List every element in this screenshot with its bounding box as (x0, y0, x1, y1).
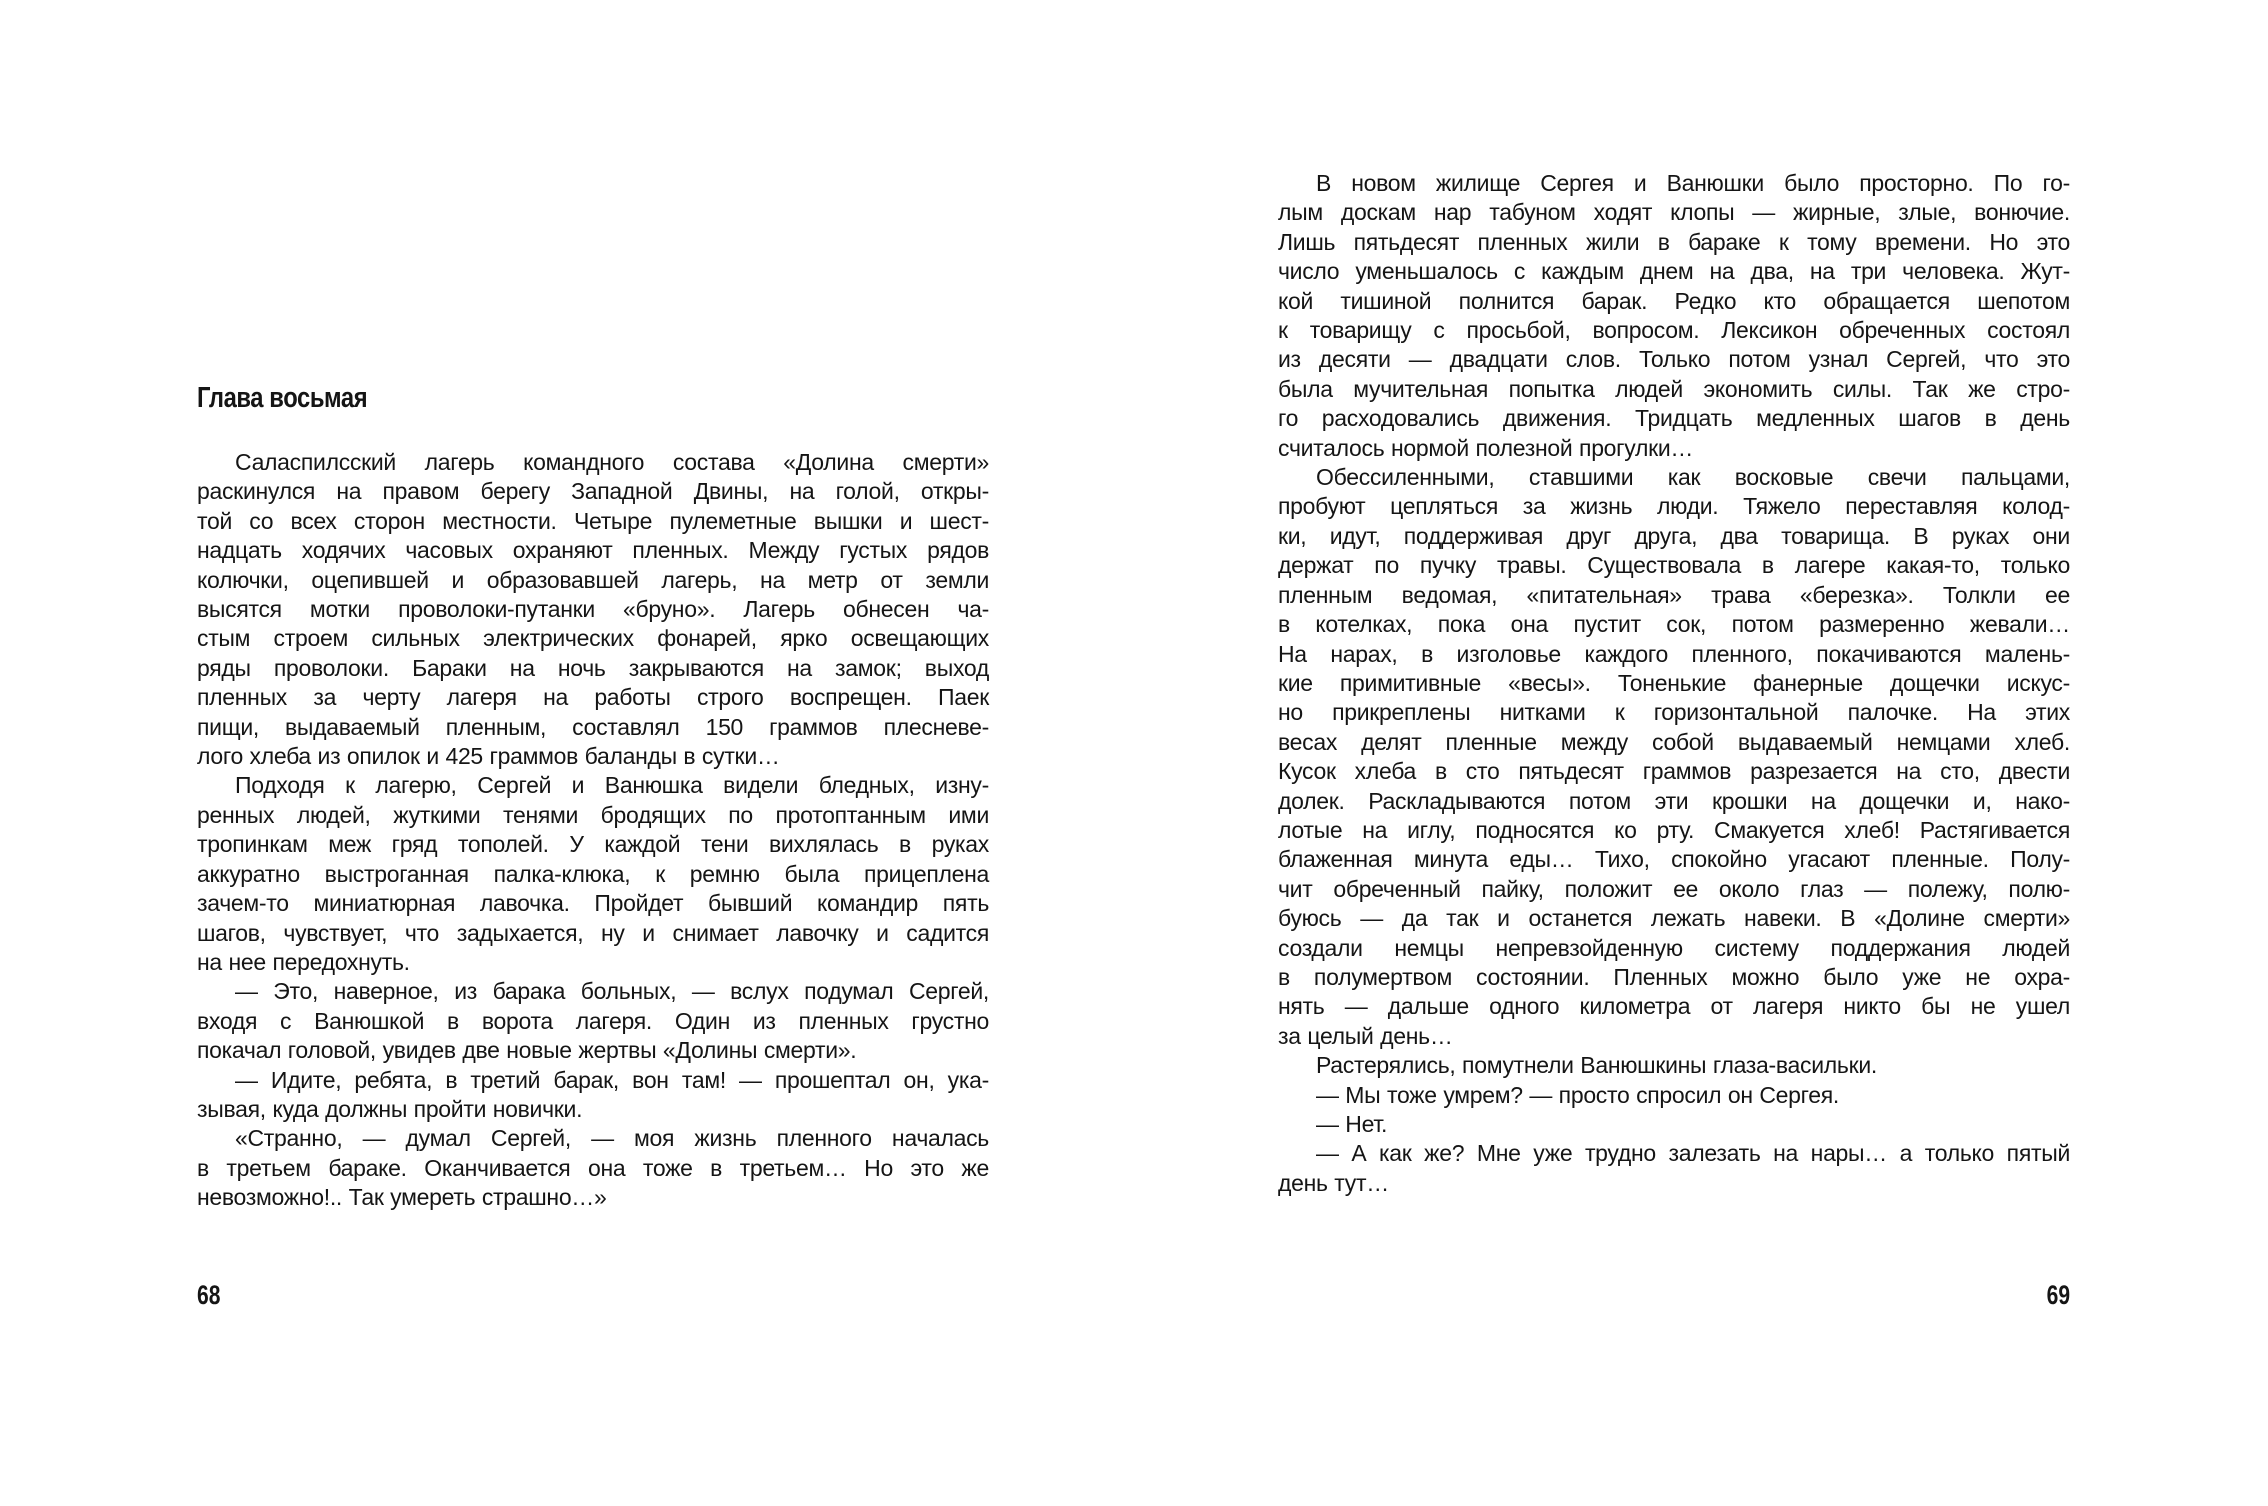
paragraph (197, 771, 989, 977)
text-line: в котелках, пока она пустит сок, потом размеренно жевали… (1278, 611, 2070, 638)
text-line: Саласпилсский лагерь командного состава «Долина смерти» (235, 449, 989, 475)
right-page (1278, 0, 2070, 1506)
text-line: ренных людей, жуткими тенями бродящих по протоптанным ими (197, 801, 989, 828)
text-line: держат по пучку травы. Существовала в лагере какая-то, только (1278, 552, 2070, 579)
text-line: к товарищу с просьбой, вопросом. Лексикон обреченных состоял (1278, 317, 2070, 344)
text-line: создали немцы непревзойденную систему поддержания людей (1278, 934, 2070, 961)
text-line: чит обреченный пайку, положит ее около глаз — полежу, полю- (1278, 875, 2070, 902)
text-line: — Нет. (1316, 1111, 1388, 1137)
text-line: — А как же? Мне уже трудно залезать на нары… а только пятый (1316, 1140, 2070, 1167)
paragraph (1278, 463, 2070, 1051)
text-line: Обессиленными, ставшими как восковые свечи пальцами, (1316, 464, 2070, 491)
paragraph (1278, 1051, 2070, 1080)
text-line: В новом жилище Сергея и Ванюшки было просторно. По го- (1316, 170, 2070, 196)
text-line: — Это, наверное, из барака больных, — вслух подумал Сергей, (235, 978, 989, 1005)
paragraph (197, 1066, 989, 1125)
text-line: ряды проволоки. Бараки на ночь закрываются на замок; выход (197, 654, 989, 681)
text-line: — Мы тоже умрем? — просто спросил он Сергея. (1316, 1081, 1839, 1108)
text-line: Лишь пятьдесят пленных жили в бараке к тому времени. Но это (1278, 228, 2070, 255)
paragraph (1278, 1081, 2070, 1110)
text-line: зывая, куда должны пройти новички. (197, 1095, 583, 1122)
text-line: входя с Ванюшкой в ворота лагеря. Один из пленных грустно (197, 1007, 989, 1034)
page-number-left: 68 (197, 1280, 221, 1310)
text-line: пищи, выдаваемый пленным, составлял 150 граммов плесневе- (197, 713, 989, 740)
text-line: кие примитивные «весы». Тоненькие фанерные дощечки искус- (1278, 669, 2070, 696)
paragraph (1278, 1110, 2070, 1139)
text-line: той со всех сторон местности. Четыре пулеметные вышки и шест- (197, 507, 989, 534)
text-line: пробуют цепляться за жизнь люди. Тяжело переставляя колод- (1278, 493, 2070, 520)
text-line: весах делят пленные между собой выдаваемый немцами хлеб. (1278, 728, 2070, 755)
paragraph (1278, 1139, 2070, 1198)
text-line: в третьем бараке. Оканчивается она тоже в третьем… Но это же (197, 1154, 989, 1181)
text-line: считалось нормой полезной прогулки… (1278, 434, 1694, 461)
text-line: высятся мотки проволоки-путанки «бруно». Лагерь обнесен ча- (197, 596, 989, 623)
chapter-heading: Глава восьмая (197, 382, 368, 414)
text-line: тропинкам меж гряд тополей. У каждой тени вихлялась в руках (197, 831, 989, 858)
paragraph (1278, 169, 2070, 463)
text-line: в полумертвом состоянии. Пленных можно было уже не охра- (1278, 963, 2070, 990)
text-line: но прикреплены нитками к горизонтальной палочке. На этих (1278, 699, 2070, 726)
text-line: зачем-то миниатюрная лавочка. Пройдет бывший командир пять (197, 890, 989, 917)
paragraph (197, 1124, 989, 1212)
text-line: Кусок хлеба в сто пятьдесят граммов разрезается на сто, двести (1278, 758, 2070, 785)
text-line: аккуратно выстроганная палка-клюка, к ремню была прицеплена (197, 860, 989, 887)
text-line: ки, идут, поддерживая друг друга, два товарища. В руках они (1278, 522, 2070, 549)
text-line: буюсь — да так и останется лежать навеки. В «Долине смерти» (1278, 905, 2070, 932)
text-line: — Идите, ребята, в третий барак, вон там! — прошептал он, ука- (235, 1066, 989, 1093)
text-line: невозможно!.. Так умереть страшно…» (197, 1184, 607, 1211)
text-line: стым строем сильных электрических фонарей, ярко освещающих (197, 625, 989, 652)
page-number-right: 69 (2046, 1280, 2070, 1310)
left-page-text (197, 448, 989, 1213)
right-page-text (1278, 169, 2070, 1198)
left-page (197, 0, 989, 1506)
text-line: лотые на иглу, подносятся ко рту. Смакуется хлеб! Растягивается (1278, 816, 2070, 843)
text-line: на нее передохнуть. (197, 948, 410, 975)
paragraph (197, 448, 989, 771)
text-line: На нарах, в изголовье каждого пленного, покачиваются малень- (1278, 640, 2070, 667)
text-line: долек. Раскладываются потом эти крошки на дощечки и, нако- (1278, 787, 2070, 814)
text-line: за целый день… (1278, 1022, 1453, 1049)
text-line: из десяти — двадцати слов. Только потом узнал Сергей, что это (1278, 346, 2070, 373)
text-line: «Странно, — думал Сергей, — моя жизнь пленного началась (235, 1125, 989, 1152)
text-line: шагов, чувствует, что задыхается, ну и снимает лавочку и садится (197, 919, 989, 946)
text-line: пленных за черту лагеря на работы строго воспрещен. Паек (197, 684, 989, 711)
text-line: лого хлеба из опилок и 425 граммов баланды в сутки… (197, 743, 780, 770)
text-line: нять — дальше одного километра от лагеря никто бы не ушел (1278, 993, 2070, 1020)
text-line: го расходовались движения. Тридцать медленных шагов в день (1278, 405, 2070, 432)
text-line: кой тишиной полнится барак. Редко кто обращается шепотом (1278, 287, 2070, 314)
text-line: покачал головой, увидев две новые жертвы «Долины смерти». (197, 1037, 857, 1064)
text-line: число уменьшалось с каждым днем на два, на три человека. Жут- (1278, 258, 2070, 285)
text-line: день тут… (1278, 1169, 1389, 1196)
text-line: была мучительная попытка людей экономить силы. Так же стро- (1278, 375, 2070, 402)
text-line: пленным ведомая, «питательная» трава «березка». Толкли ее (1278, 581, 2070, 608)
text-line: лым доскам нар табуном ходят клопы — жирные, злые, вонючие. (1278, 199, 2070, 226)
text-line: колючки, оцепившей и образовавшей лагерь, на метр от земли (197, 566, 989, 593)
text-line: блаженная минута еды… Тихо, спокойно угасают пленные. Полу- (1278, 846, 2070, 873)
text-line: Растерялись, помутнели Ванюшкины глаза-васильки. (1316, 1052, 1877, 1079)
text-line: надцать ходячих часовых охраняют пленных. Между густых рядов (197, 537, 989, 564)
text-line: Подходя к лагерю, Сергей и Ванюшка видели бледных, изну- (235, 772, 989, 799)
text-line: раскинулся на правом берегу Западной Двины, на голой, откры- (197, 478, 989, 505)
paragraph (197, 977, 989, 1065)
